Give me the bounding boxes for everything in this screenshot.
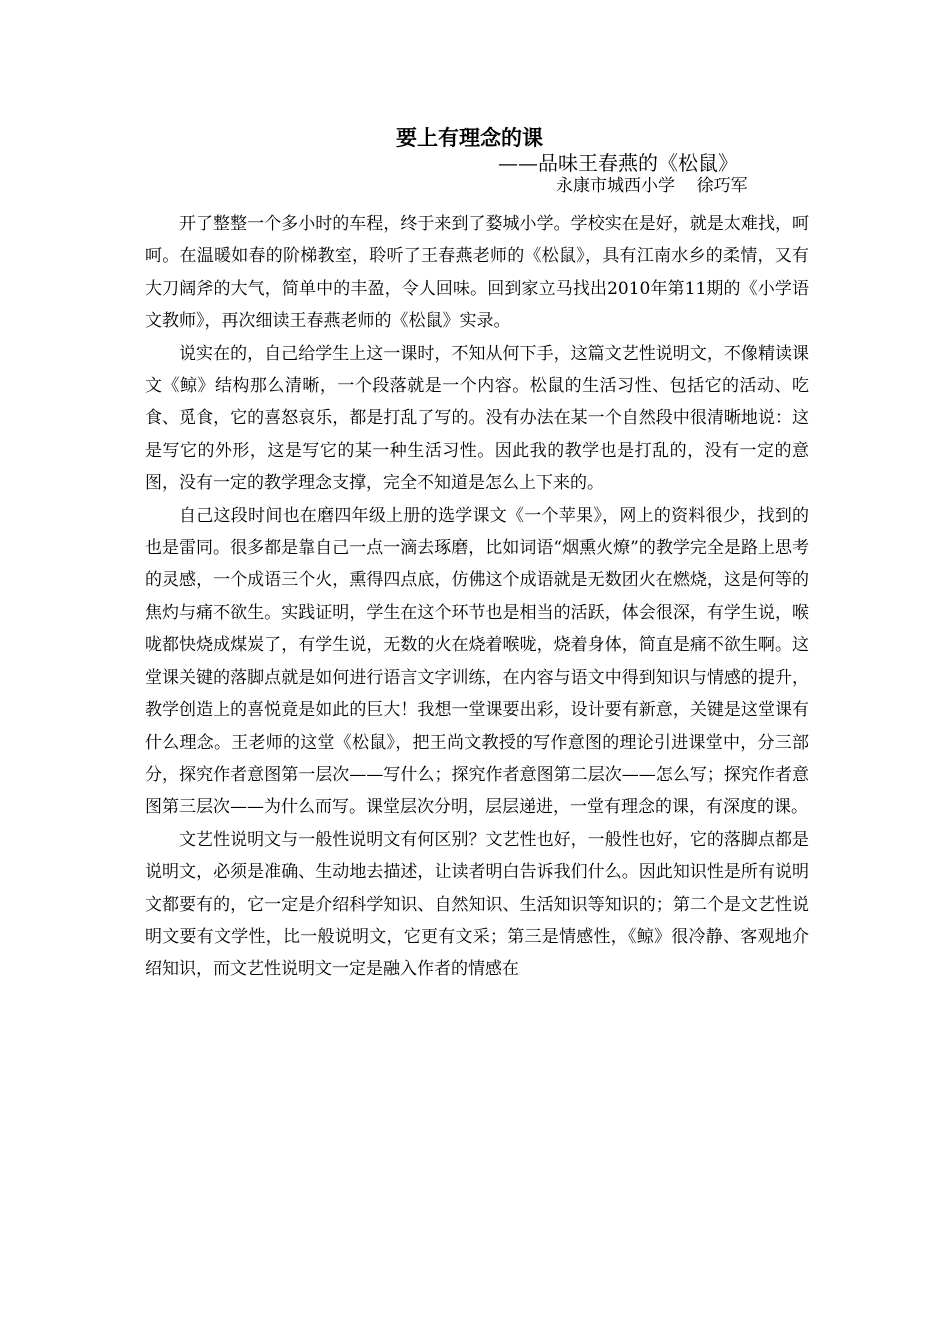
paragraph-3: 自己这段时间也在磨四年级上册的选学课文《一个苹果》，网上的资料很少，找到的也是雷同。很多都是靠自己一点一滴去琢磨，比如词语“烟熏火燎”的教学完全是路上思考的灵感，一个成语三个火，熏得四点底，仿佛这个成语就是无数团火在燃烧，这是何等的焦灼与痛不欲生。实践证明，学生在这个环节也是相当的活跃，体会很深，有学生说，喉咙都快烧成煤炭了，有学生说，无数的火在烧着喉咙，烧着身体，简直是痛不欲生啊。这堂课关键的落脚点就是如何进行语言文字训练，在内容与语文中得到知识与情感的提升，教学创造上的喜悦竟是如此的巨大！我想一堂课要出彩，设计要有新意，关键是这堂课有什么理念。王老师的这堂《松鼠》，把王尚文教授的写作意图的理论引进课堂中，分三部分，探究作者意图第一层次——写什么；探究作者意图第二层次——怎么写；探究作者意图第三层次——为什么而写。课堂层次分明，层层递进，一堂有理念的课，有深度的课。	[145, 505, 809, 818]
author-line: 永康市城西小学 徐巧军	[556, 176, 748, 196]
article-title: 要上有理念的课	[396, 126, 543, 150]
paragraph-1: 开了整整一个多小时的车程，终于来到了婺城小学。学校实在是好，就是太难找，呵呵。在温暖如春的阶梯教室，聆听了王春燕老师的《松鼠》，具有江南水乡的柔情，又有大刀阔斧的大气，简单中的丰盈，令人回味。回到家立马找出2010年第11期的《小学语文教师》，再次细读王春燕老师的《松鼠》实录。	[145, 214, 809, 332]
article-subtitle: ——品味王春燕的《松鼠》	[498, 151, 738, 175]
article-body	[145, 208, 809, 986]
paragraph-4: 文艺性说明文与一般性说明文有何区别？文艺性也好，一般性也好，它的落脚点都是说明文，必须是准确、生动地去描述，让读者明白告诉我们什么。因此知识性是所有说明文都要有的，它一定是介绍科学知识、自然知识、生活知识等知识的；第二个是文艺性说明文要有文学性，比一般说明文，它更有文采；第三是情感性，《鲸》很冷静、客观地介绍知识，而文艺性说明文一定是融入作者的情感在	[145, 829, 809, 980]
paragraph-2: 说实在的，自己给学生上这一课时，不知从何下手，这篇文艺性说明文，不像精读课文《鲸》结构那么清晰，一个段落就是一个内容。松鼠的生活习性、包括它的活动、吃食、觅食，它的喜怒哀乐，都是打乱了写的。没有办法在某一个自然段中很清晰地说：这是写它的外形，这是写它的某一种生活习性。因此我的教学也是打乱的，没有一定的意图，没有一定的教学理念支撑，完全不知道是怎么上下来的。	[145, 343, 809, 494]
